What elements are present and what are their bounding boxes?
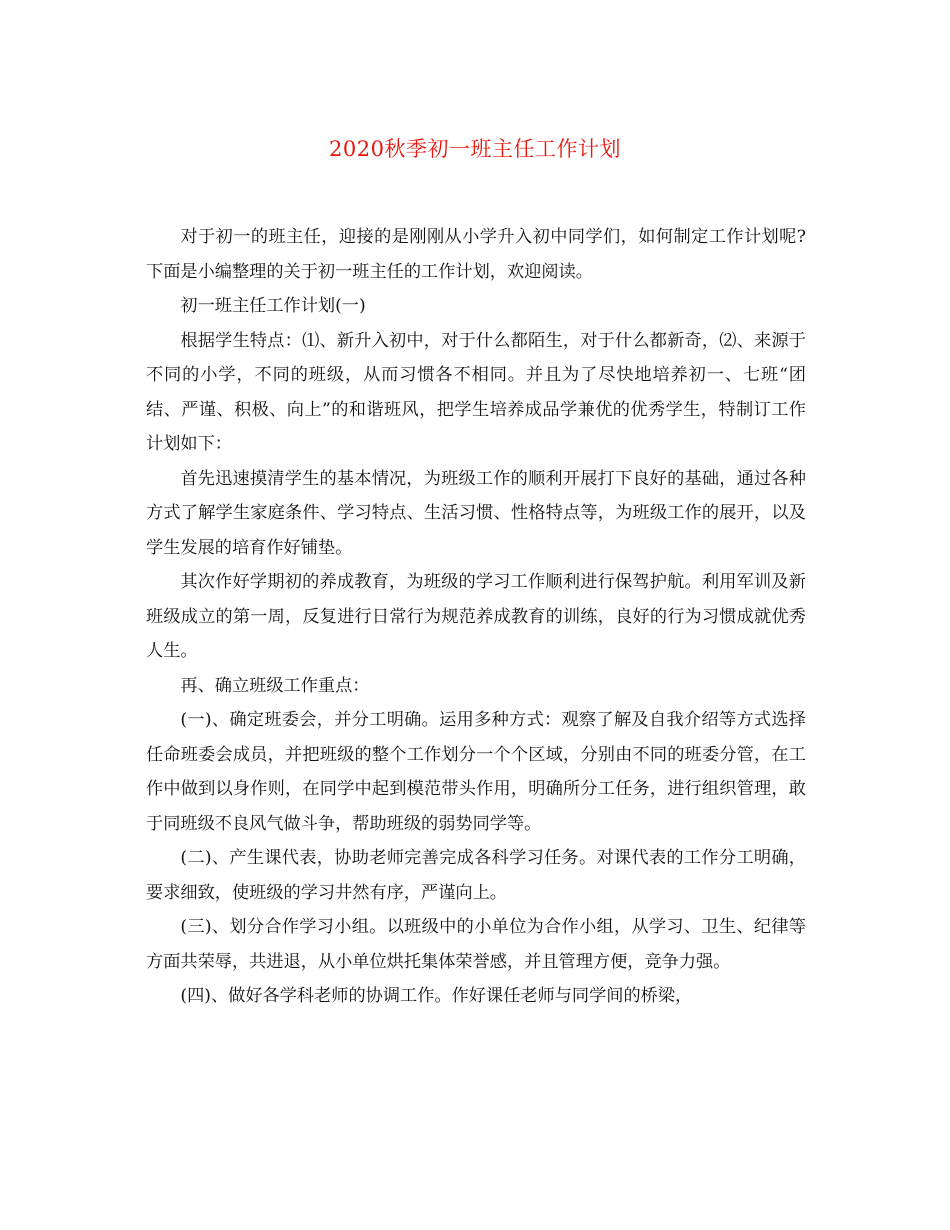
paragraph-point-three: (三)、划分合作学习小组。以班级中的小单位为合作小组，从学习、卫生、纪律等方面共荣辱，共进退，从小单位烘托集体荣誉感，并且管理方便，竞争力强。: [146, 917, 806, 972]
document-title: 2020秋季初一班主任工作计划: [329, 137, 621, 161]
paragraph-point-one: (一)、确定班委会，并分工明确。运用多种方式：观察了解及自我介绍等方式选择任命班委会成员，并把班级的整个工作划分一个个区域，分别由不同的班委分管，在工作中做到以身作则，在同学中起到模范带头作用，明确所分工任务，进行组织管理，敢于同班级不良风气做斗争，帮助班级的弱势同学等。: [146, 710, 806, 834]
paragraph-key-points-heading: 再、确立班级工作重点：: [180, 675, 370, 696]
document-body: [146, 220, 806, 1014]
paragraph-point-two: (二)、产生课代表，协助老师完善完成各科学习任务。对课代表的工作分工明确，要求细致，使班级的学习井然有序，严谨向上。: [146, 848, 806, 903]
paragraph-student-traits: 根据学生特点：⑴、新升入初中，对于什么都陌生，对于什么都新奇，⑵、来源于不同的小学，不同的班级，从而习惯各不相同。并且为了尽快地培养初一、七班“团结、严谨、积极、向上”的和谐班风，把学生培养成品学兼优的优秀学生，特制订工作计划如下：: [146, 330, 806, 454]
paragraph-first-step: 首先迅速摸清学生的基本情况，为班级工作的顺利开展打下良好的基础，通过各种方式了解学生家庭条件、学习特点、生活习惯、性格特点等，为班级工作的展开，以及学生发展的培育作好铺垫。: [146, 468, 806, 558]
paragraph-section-heading: 初一班主任工作计划(一): [180, 296, 366, 316]
paragraph-second-step: 其次作好学期初的养成教育，为班级的学习工作顺利进行保驾护航。利用军训及新班级成立的第一周，反复进行日常行为规范养成教育的训练，良好的行为习惯成就优秀人生。: [146, 572, 806, 661]
paragraph-intro: 对于初一的班主任，迎接的是刚刚从小学升入初中同学们，如何制定工作计划呢?下面是小编整理的关于初一班主任的工作计划，欢迎阅读。: [146, 227, 806, 282]
paragraph-point-four: (四)、做好各学科老师的协调工作。作好课任老师与同学间的桥梁，: [180, 986, 693, 1006]
